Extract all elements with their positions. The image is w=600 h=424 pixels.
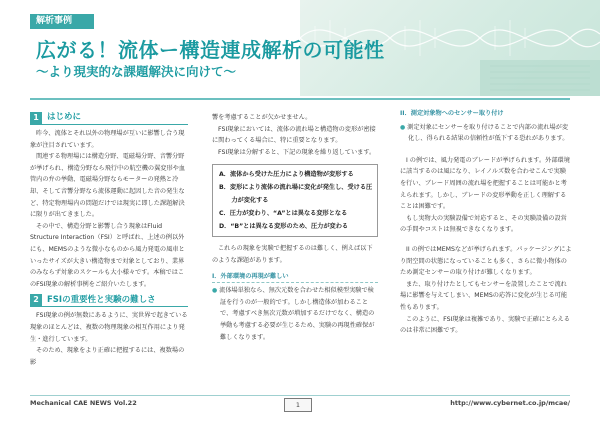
subheading-1: I．外部環境の再現が難しい: [212, 271, 378, 284]
header-divider: [30, 98, 570, 100]
paragraph: これらの現象を実験で把握するのは難しく、例えば以下のような課題があります。: [212, 245, 373, 264]
footer-divider: [30, 395, 570, 396]
page-number: 1: [284, 398, 312, 412]
fsi-process-box: [212, 164, 378, 237]
bullet-item: ● 測定対象にセンサーを取り付けることで内部の流れ場が変化し、得られる結果の信頼性が低下する恐れがあります。: [400, 122, 572, 145]
paragraph: また、取り付けたとしてもセンサーを設置したことで流れ場に影響を与えてしまい、MEMSの応答に変化が生じる可能性もあります。: [400, 280, 568, 311]
paragraph: その中で、構造分野と影響し合う現象はFluid Structure Interaction（FSI）と呼ばれ、上述の例以外にも、MEMSのような微小なものから風力発電の風車といったサイズが大きい構造物まで対象としており、業界のみならず対象のスケールも大小様々です。本稿ではこのFSI現象の解析事例をご紹介いたします。: [30, 222, 185, 288]
section-1-heading: [30, 112, 188, 125]
column-2: [212, 112, 378, 343]
process-step: C．圧力が変わり、“A”とは異なる変形となる: [219, 210, 348, 218]
process-step: B．変形により流体の流れ場に変化が発生し、受ける圧: [219, 184, 373, 192]
process-step: A．流体から受けた圧力により構造物が変形する: [219, 171, 354, 179]
section-title: FSIの重要性と実験の難しさ: [47, 294, 156, 305]
footer: [30, 399, 570, 413]
column-1: [30, 112, 188, 368]
paragraph: FSI現象においては、流体の流れ場と構造物の変形が密接に関わってくる場合に、特に重要となります。: [212, 125, 376, 145]
category-tag: 解析事例: [30, 14, 94, 29]
bullet-item: ● 流体場単独なら、無次元数を合わせた相似模型実験で検証を行うのが一般的です。しかし構造体が加わることで、考慮すべき無次元数が増加するだけでなく、構造の挙動も考慮する必要が生じるため、実験の再現性確保が難しくなります。: [212, 285, 378, 343]
page-title: 広がる！流体ー構造連成解析の可能性: [36, 38, 385, 62]
paragraph: II の例ではMEMSなどが挙げられます。パッケージングにより閉空間の状態になっていることも多く、さらに微小物体のため測定センサーの取り付けが難しくなります。: [400, 245, 572, 277]
paragraph: FSI現象は分解すると、下記の現象を繰り返しています。: [218, 148, 376, 156]
subheading-2: II．測定対象物へのセンサー取り付け: [400, 110, 504, 117]
process-step: 力が変化する: [219, 197, 269, 205]
page-subtitle: 〜より現実的な課題解決に向けて〜: [36, 64, 237, 79]
section-2-heading: [30, 294, 188, 307]
paragraph: 響を考慮することが欠かせません。: [212, 114, 312, 121]
section-number: 1: [30, 112, 42, 124]
process-step: D．“B”とは異なる変形のため、圧力が変わる: [219, 223, 349, 231]
section-number: 2: [30, 294, 42, 306]
section-title: はじめに: [47, 112, 82, 123]
column-3: [400, 108, 572, 337]
paragraph: 関連する物理場には構造分野、電磁場分野、音響分野が挙げられ、構造分野なら飛行中の航空機の翼変形や血管内の弁の挙動、電磁場分野ならモーターの発熱と冷却、そして音響分野なら流体運動に起因した音の発生など、特定物理場内の問題だけでは現実に即した課題解決に限りが出てきました。: [30, 153, 186, 219]
paragraph: FSI現象の例が無数にあるように、実世界で起きている現象のほとんどは、複数の物理現象の相互作用により発生・進行しています。: [30, 312, 188, 343]
paragraph: I の例では、風力発電のブレードが挙げられます。外部環境に該当するのは風になり、レイノルズ数を合わせこんで実験を行い、ブレード周囲の流れ場を把握することは可能かと考えられます。しかし、ブレードの変形挙動を正しく理解することは困難です。: [400, 156, 570, 211]
paragraph: 昨今、流体とそれ以外の物理場が互いに影響し合う現象が注目されています。: [30, 130, 185, 149]
footer-url[interactable]: http://www.cybernet.co.jp/mcae/: [450, 399, 570, 407]
paragraph: もし実物大の実験設備で対応すると、その実験設備の設営の手間やコストは無視できなくなります。: [400, 214, 567, 234]
footer-publication: Mechanical CAE NEWS Vol.22: [30, 399, 137, 407]
paragraph: そのため、現象をより正確に把握するには、複数場の影: [30, 347, 185, 366]
paragraph: このように、FSI現象は複雑であり、実験で正確にとらえるのは非常に困難です。: [400, 315, 570, 335]
